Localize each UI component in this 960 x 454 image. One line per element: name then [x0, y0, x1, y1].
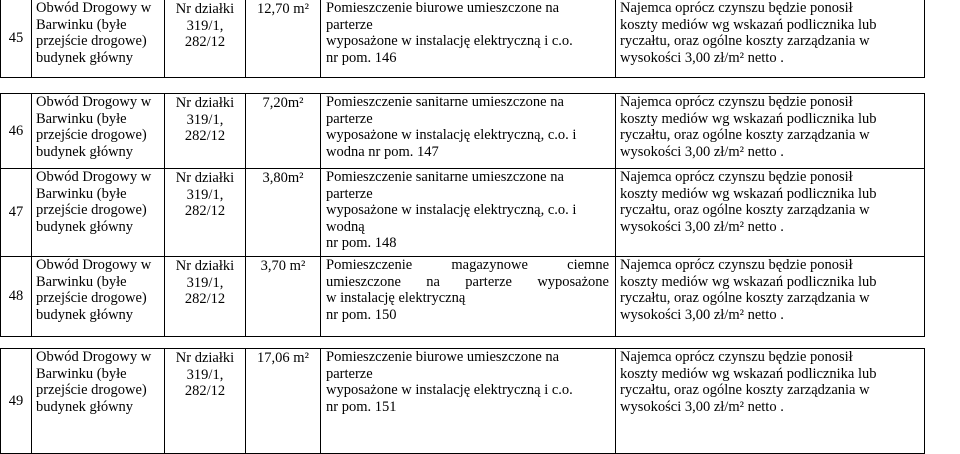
table-row	[1, 257, 925, 337]
area-cell: 12,70 m²	[246, 0, 321, 78]
location-cell: Obwód Drogowy w Barwinku (byłe przejście drogowe) budynek główny	[32, 94, 165, 169]
description-cell: Pomieszczenie sanitarne umieszczone na parterze wyposażone w instalację elektryczną, c.o. i wodna nr pom. 147	[321, 94, 616, 169]
location-cell: Obwód Drogowy w Barwinku (byłe przejście drogowe) budynek główny	[32, 257, 165, 337]
description-cell: Pomieszczenie biurowe umieszczone na parterze wyposażone w instalację elektryczną i c.o. nr pom. 151	[321, 349, 616, 454]
row-number: 47	[1, 169, 32, 257]
terms-cell: Najemca oprócz czynszu będzie ponosił koszty mediów wg wskazań podlicznika lub ryczałtu, oraz ogólne koszty zarządzania w wysokości 3,00 zł/m² netto .	[616, 349, 925, 454]
terms-cell: Najemca oprócz czynszu będzie ponosił koszty mediów wg wskazań podlicznika lub ryczałtu, oraz ogólne koszty zarządzania w wysokości 3,00 zł/m² netto .	[616, 94, 925, 169]
area-cell: 3,80m²	[246, 169, 321, 257]
row-number: 45	[1, 0, 32, 78]
area-cell: 17,06 m²	[246, 349, 321, 454]
table-row	[1, 0, 925, 78]
plot-cell: Nr działki 319/1, 282/12	[165, 94, 246, 169]
area-cell: 3,70 m²	[246, 257, 321, 337]
plot-cell: Nr działki 319/1, 282/12	[165, 257, 246, 337]
table-row	[1, 94, 925, 169]
row-number: 49	[1, 349, 32, 454]
row-number: 48	[1, 257, 32, 337]
table-block-3	[0, 348, 925, 454]
terms-cell: Najemca oprócz czynszu będzie ponosił koszty mediów wg wskazań podlicznika lub ryczałtu, oraz ogólne koszty zarządzania w wysokości 3,00 zł/m² netto .	[616, 257, 925, 337]
description-cell: Pomieszczenie biurowe umieszczone na parterze wyposażone w instalację elektryczną i c.o. nr pom. 146	[321, 0, 616, 78]
terms-cell: Najemca oprócz czynszu będzie ponosił koszty mediów wg wskazań podlicznika lub ryczałtu, oraz ogólne koszty zarządzania w wysokości 3,00 zł/m² netto .	[616, 0, 925, 78]
location-cell: Obwód Drogowy w Barwinku (byłe przejście drogowe) budynek główny	[32, 349, 165, 454]
table-block-2	[0, 93, 925, 337]
description-cell: Pomieszczenie magazynowe ciemne umieszczone na parterze wyposażone w instalację elektryczną nr pom. 150	[321, 257, 616, 337]
location-cell: Obwód Drogowy w Barwinku (byłe przejście drogowe) budynek główny	[32, 0, 165, 78]
table-block-1	[0, 0, 925, 78]
plot-cell: Nr działki 319/1, 282/12	[165, 0, 246, 78]
location-cell: Obwód Drogowy w Barwinku (byłe przejście drogowe) budynek główny	[32, 169, 165, 257]
table-row	[1, 349, 925, 454]
area-cell: 7,20m²	[246, 94, 321, 169]
table-row	[1, 169, 925, 257]
plot-cell: Nr działki 319/1, 282/12	[165, 169, 246, 257]
plot-cell: Nr działki 319/1, 282/12	[165, 349, 246, 454]
description-cell: Pomieszczenie sanitarne umieszczone na parterze wyposażone w instalację elektryczną, c.o. i wodną nr pom. 148	[321, 169, 616, 257]
terms-cell: Najemca oprócz czynszu będzie ponosił koszty mediów wg wskazań podlicznika lub ryczałtu, oraz ogólne koszty zarządzania w wysokości 3,00 zł/m² netto .	[616, 169, 925, 257]
row-number: 46	[1, 94, 32, 169]
